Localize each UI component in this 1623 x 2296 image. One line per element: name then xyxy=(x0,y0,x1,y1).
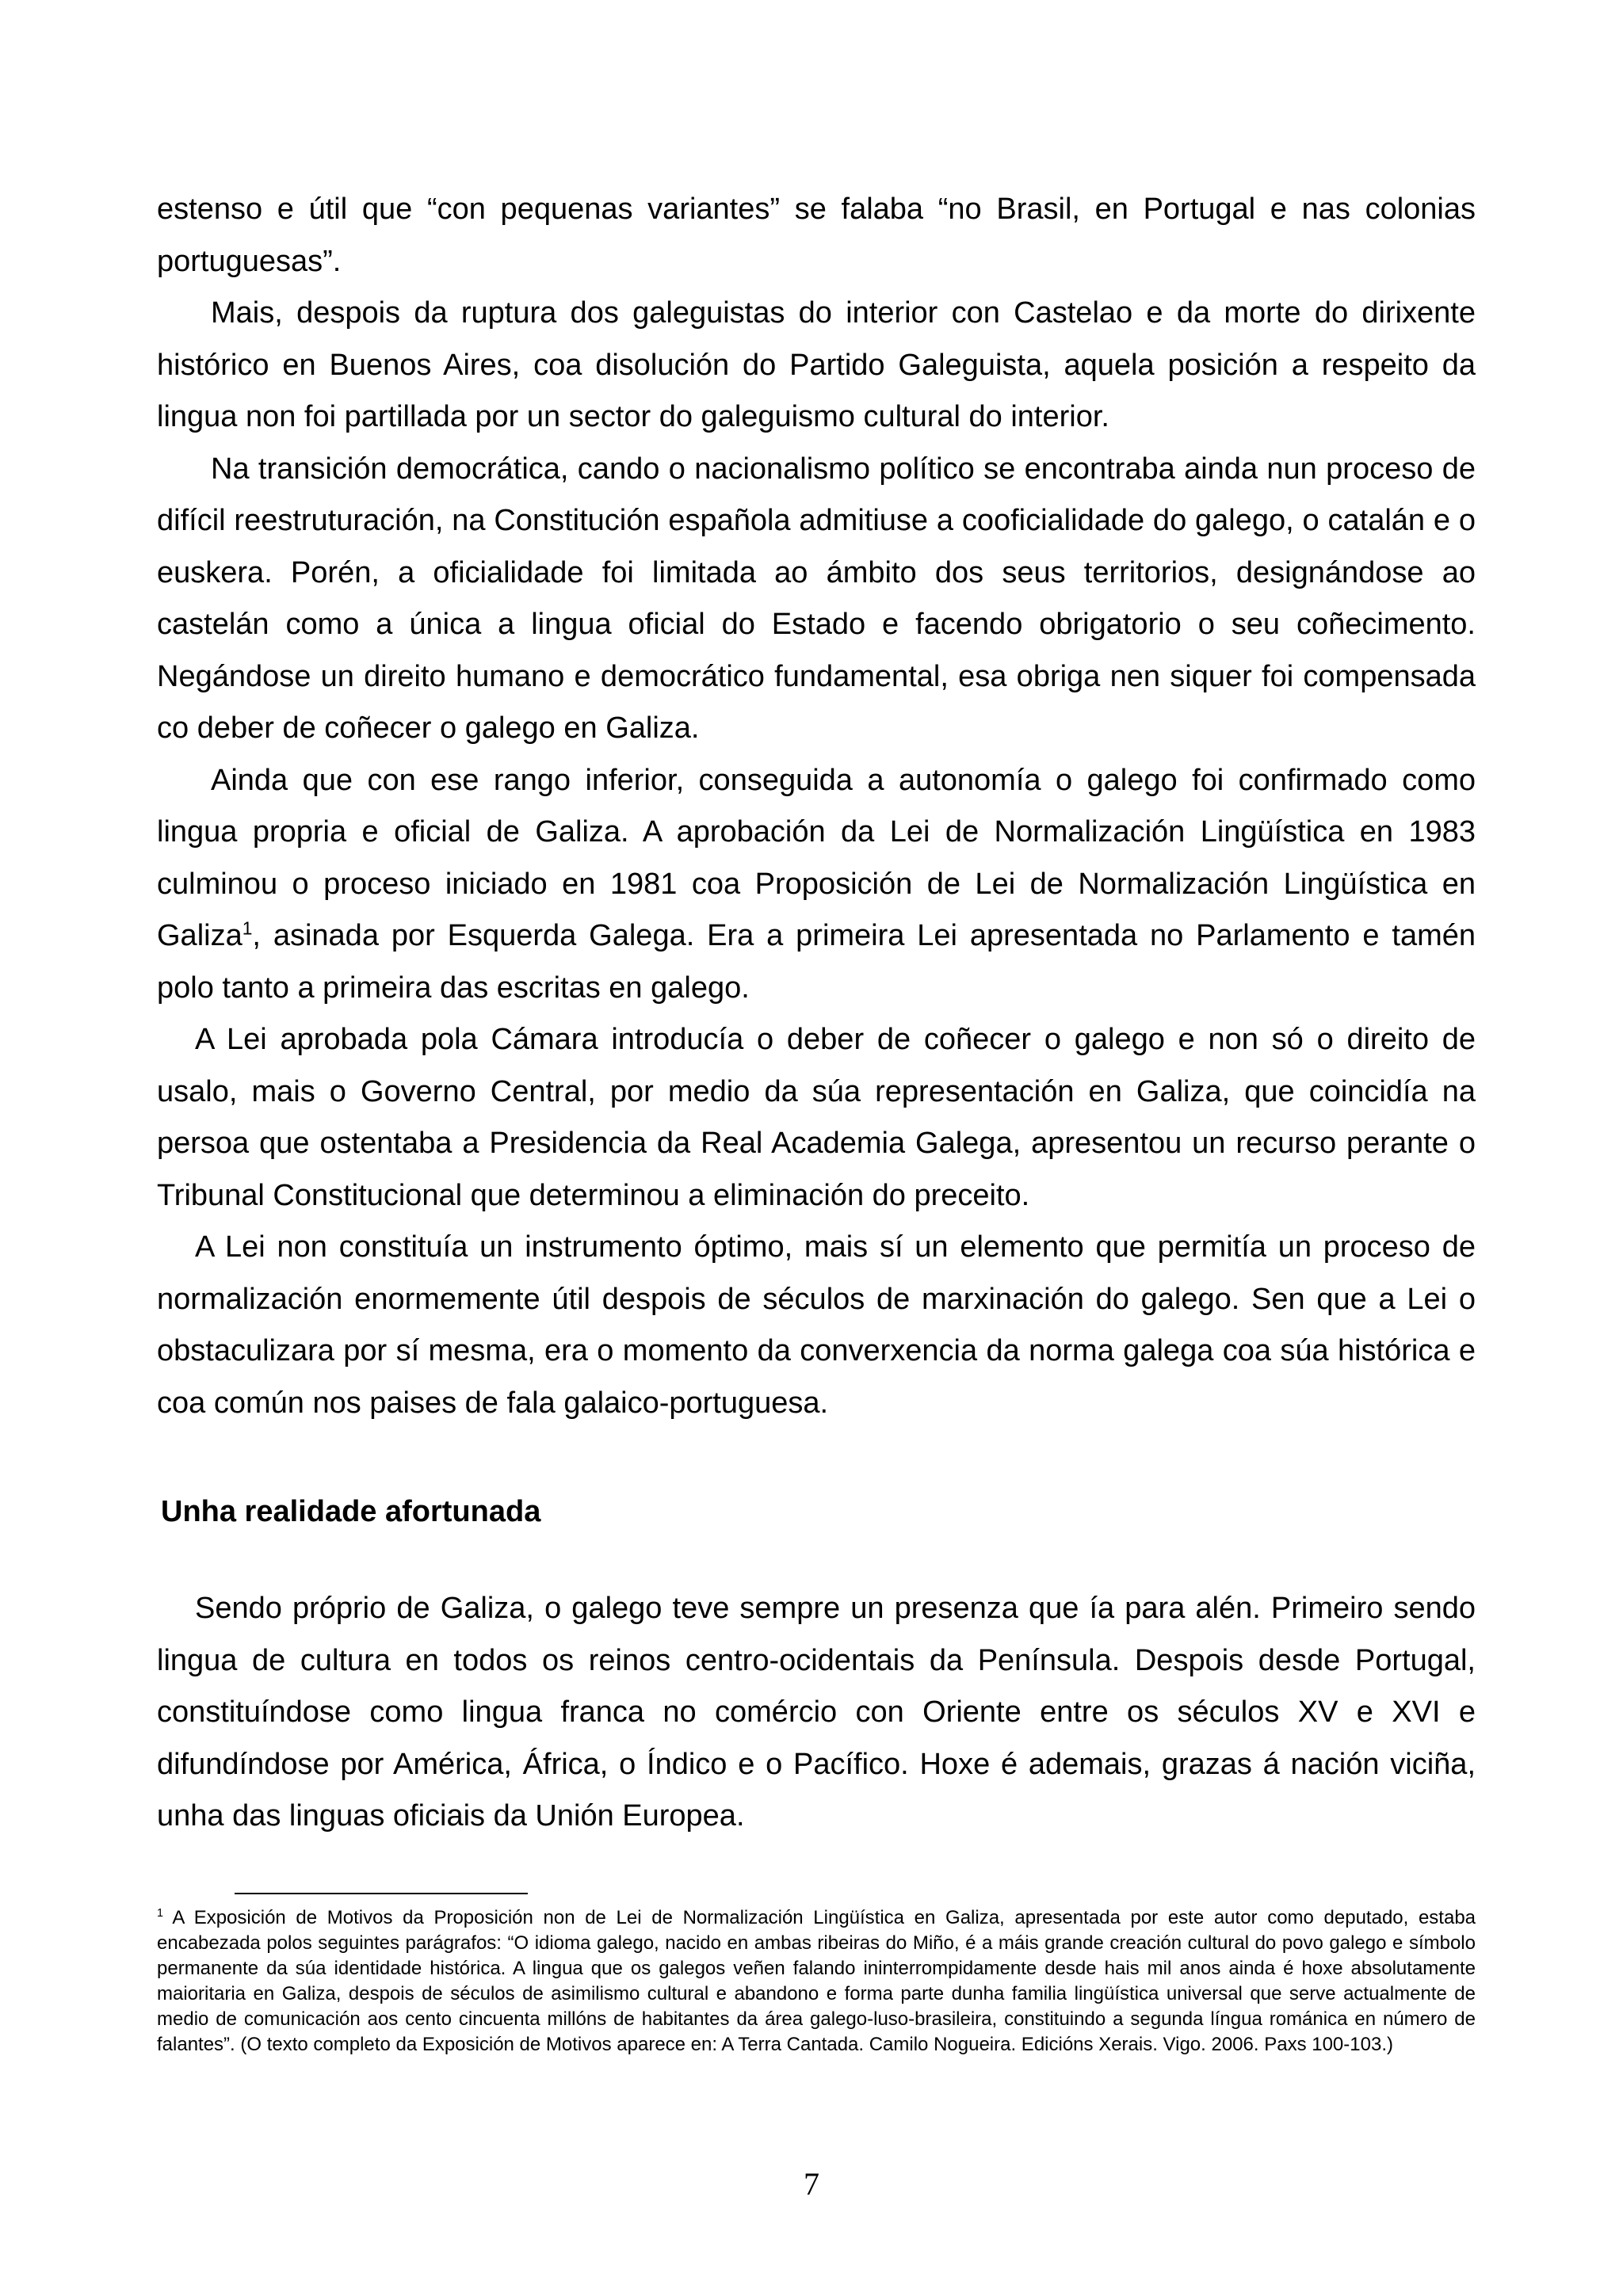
footnote-paragraph xyxy=(157,1905,1476,2058)
paragraph: estenso e útil que “con pequenas variantes” se falaba “no Brasil, en Portugal e nas colonias portuguesas”. xyxy=(157,193,1476,278)
paragraph-text: Ainda que con ese rango inferior, conseguida a autonomía o galego foi confirmado como lingua propria e oficial de Galiza. A aprobación da Lei de Normalización Lingüística en 1983 culminou o proceso iniciado en 1981 coa Proposición de Lei de Normalización Lingüística en Galiza xyxy=(157,763,1476,952)
paragraph-text: , asinada por Esquerda Galega. Era a primeira Lei apresentada no Parlamento e tamén polo tanto a primeira das escritas en galego. xyxy=(157,919,1476,1005)
footnote-reference[interactable]: 1 xyxy=(242,917,253,939)
page-number: 7 xyxy=(804,2166,819,2202)
paragraph: Mais, despois da ruptura dos galeguistas do interior con Castelao e da morte do dirixente histórico en Buenos Aires, coa disolución do Partido Galeguista, aquela posición a respeito da lingua non foi partillada por un sector do galeguismo cultural do interior. xyxy=(157,296,1476,433)
body-text xyxy=(157,184,1476,1429)
footnote-number: 1 xyxy=(157,1907,164,1920)
paragraph: A Lei aprobada pola Cámara introducía o deber de coñecer o galego e non só o direito de usalo, mais o Governo Central, por medio da súa representación en Galiza, que coincidía na persoa que ostentaba a Presidencia da Real Academia Galega, apresentou un recurso perante o Tribunal Constitucional que determinou a eliminación do preceito. xyxy=(157,1023,1476,1212)
footnote xyxy=(157,1905,1476,2058)
paragraph xyxy=(157,755,1476,1015)
paragraph: A Lei non constituía un instrumento óptimo, mais sí un elemento que permitía un proceso de normalización enormemente útil despois de séculos de marxinación do galego. Sen que a Lei o obstaculizara por sí mesma, era o momento da converxencia da norma galega coa súa histórica e coa común nos paises de fala galaico-portuguesa. xyxy=(157,1230,1476,1420)
section-body xyxy=(157,1583,1476,1843)
paragraph: Sendo próprio de Galiza, o galego teve sempre un presenza que ía para alén. Primeiro sendo lingua de cultura en todos os reinos centro-ocidentais da Península. Despois desde Portugal, constituíndose como lingua franca no comércio con Oriente entre os séculos XV e XVI e difundíndose por América, África, o Índico e o Pacífico. Hoxe é ademais, grazas á nación viciña, unha das linguas oficiais da Unión Europea. xyxy=(157,1592,1476,1833)
paragraph: Na transición democrática, cando o nacionalismo político se encontraba ainda nun proceso de difícil reestruturación, na Constitución española admitiuse a cooficialidade do galego, o catalán e o euskera. Porén, a oficialidade foi limitada ao ámbito dos seus territorios, designándose ao castelán como a única a lingua oficial do Estado e facendo obrigatorio o seu coñecimento. Negándose un direito humano e democrático fundamental, esa obriga nen siquer foi compensada co deber de coñecer o galego en Galiza. xyxy=(157,452,1476,745)
footnote-text: A Exposición de Motivos da Proposición non de Lei de Normalización Lingüística en Galiza, apresentada por este autor como deputado, estaba encabezada polos seguintes parágrafos: “O idioma galego, nacido en ambas ribeiras do Miño, é a máis grande creación cultural do povo galego e símbolo permanente da súa identidade histórica. A lingua que os galegos veñen falando ininterrompidamente desde hais mil anos ainda é hoxe absolutamente maioritaria en Galiza, despois de séculos de asimilismo cultural e abandono e forma parte dunha familia lingüística universal que serve actualmente de medio de comunicación aos cento cincuenta millóns de habitantes da área galego-luso-brasileira, constituindo a segunda língua románica en número de falantes”. (O texto completo da Exposición de Motivos aparece en: A Terra Cantada. Camilo Nogueira. Edicións Xerais. Vigo. 2006. Paxs 100-103.) xyxy=(157,1907,1476,2055)
section-heading: Unha realidade afortunada xyxy=(161,1495,541,1528)
footnote-separator xyxy=(235,1893,528,1894)
